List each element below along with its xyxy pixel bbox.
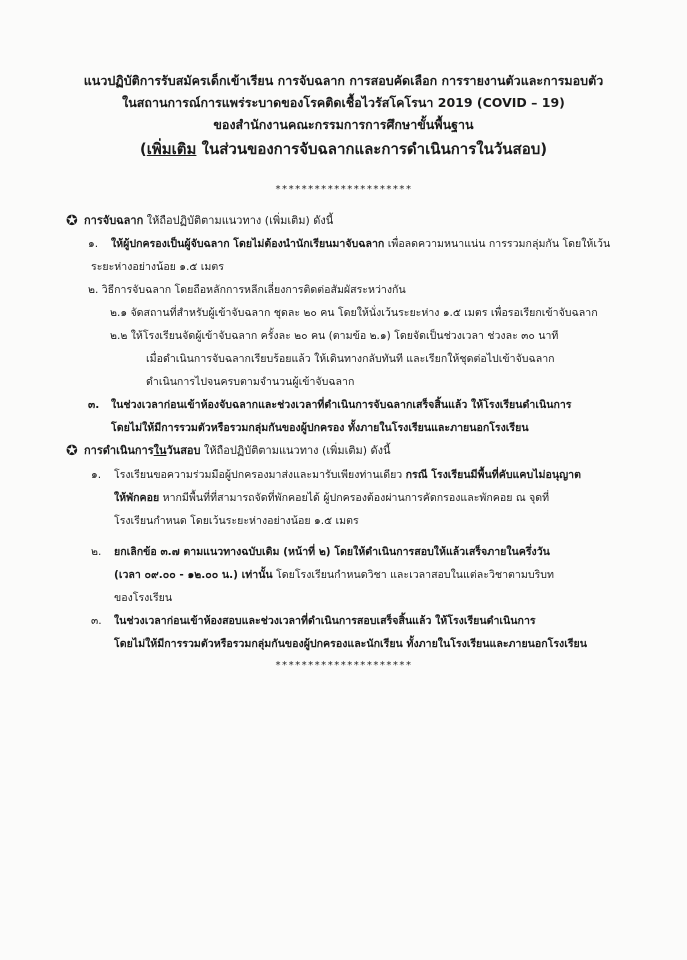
separator-bottom: ********************* [275,660,412,671]
exam-item-3-line-1: ในช่วงเวลาก่อนเข้าห้องสอบและช่วงเวลาที่ดำเนินการสอบเสร็จสิ้นแล้ว ให้โรงเรียนดำเนินการ [114,615,536,627]
exam-item-3-line-2: โดยไม่ให้มีการรวมตัวหรือรวมกลุ่มกันของผู้ปกครองและนักเรียน ทั้งภายในโรงเรียนและภายนอกโรงเรียน [114,638,587,650]
lottery-item-3-line-1: ในช่วงเวลาก่อนเข้าห้องจับฉลากและช่วงเวลาที่ดำเนินการจับฉลากเสร็จสิ้นแล้ว ให้โรงเรียนดำเนินการ [111,399,572,411]
section-exam-title-b: วันสอบ [166,444,201,457]
exam-item-2-line-2 [114,564,554,587]
exam-item-2-line-2-a: (เวลา ๐๙.๐๐ - ๑๒.๐๐ น.) เท่านั้น [114,569,273,581]
exam-item-1-number: ๑. [91,469,102,481]
exam-item-1-line-2-b: หากมีพื้นที่ที่สามารถจัดที่พักคอยได้ ผู้ปกครองต้องผ่านการคัดกรองและพักคอย ณ จุดที่ [159,492,550,504]
exam-item-1-line-3: โรงเรียนกำหนด โดยเว้นระยะห่างอย่างน้อย ๑.๕ เมตร [114,515,359,527]
section-exam-title-a: การดำเนินการ [84,444,154,457]
exam-item-2-line-1: ยกเลิกข้อ ๓.๗ ตามแนวทางฉบับเดิม (หน้าที่ ๒) โดยให้ดำเนินการสอบให้แล้วเสร็จภายในครึ่งวัน [114,546,550,558]
lottery-item-1-line-1 [111,233,610,256]
star-bullet-icon: ✪ [66,213,78,229]
section-lottery-heading [66,210,333,232]
document-header [0,70,687,162]
lottery-item-1-number: ๑. [88,238,99,250]
header-line-4-rest: ในส่วนของการจับฉลากและการดำเนินการในวันสอบ) [196,140,548,158]
star-bullet-icon: ✪ [66,443,78,459]
header-added-word: เพิ่มเติม [146,140,197,158]
exam-item-3-number: ๓. [91,615,102,627]
separator-top: ********************* [275,184,412,195]
lottery-subitem-2-2-line-1: ๒.๒ ให้โรงเรียนจัดผู้เข้าจับฉลาก ครั้งละ ๒๐ คน (ตามข้อ ๒.๑) โดยจัดเป็นช่วงเวลา ช่วงละ ๓๐ นาที [110,330,559,342]
exam-item-2-line-2-b: โดยโรงเรียนกำหนดวิชา และเวลาสอบในแต่ละวิชาตามบริบท [272,569,554,581]
exam-item-1-line-1-a: โรงเรียนขอความร่วมมือผู้ปกครองมาส่งและมารับเพียงท่านเดียว [114,469,406,481]
lottery-subitem-2-2-line-3: ดำเนินการไปจนครบตามจำนวนผู้เข้าจับฉลาก [146,376,355,388]
exam-item-1-line-1 [114,464,581,487]
lottery-item-3-number: ๓. [88,399,100,411]
lottery-item-1-line-2: ระยะห่างอย่างน้อย ๑.๕ เมตร [91,261,224,273]
exam-item-2-line-3: ของโรงเรียน [114,592,173,604]
section-lottery-title: การจับฉลาก [84,214,144,227]
exam-item-1-line-1-b: กรณี โรงเรียนมีพื้นที่คับแคบไม่อนุญาต [405,469,581,481]
lottery-subitem-2-2-line-2: เมื่อดำเนินการจับฉลากเรียบร้อยแล้ว ให้เดินทางกลับทันที และเรียกให้ชุดต่อไปเข้าจับฉลาก [146,353,555,365]
lottery-item-2: ๒. วิธีการจับฉลาก โดยถือหลักการหลีกเลี่ยงการติดต่อสัมผัสระหว่างกัน [88,284,406,296]
exam-item-1-line-2 [114,487,549,510]
section-lottery-intro: ให้ถือปฏิบัติตามแนวทาง (เพิ่มเติม) ดังนี้ [143,214,334,227]
header-line-2: ในสถานการณ์การแพร่ระบาดของโรคติดเชื้อไวรัสโคโรนา 2019 (COVID – 19) [122,95,565,110]
header-line-4 [0,136,687,162]
lottery-item-1-rest: เพื่อลดความหนาแน่น การรวมกลุ่มกัน โดยให้เว้น [384,238,611,250]
header-line-1: แนวปฏิบัติการรับสมัครเด็กเข้าเรียน การจับฉลาก การสอบคัดเลือก การรายงานตัวและการมอบตัว [83,73,604,88]
exam-item-1-line-2-a: ให้พักคอย [114,492,160,504]
section-exam-intro: ให้ถือปฏิบัติตามแนวทาง (เพิ่มเติม) ดังนี้ [200,444,391,457]
header-line-3: ของสำนักงานคณะกรรมการการศึกษาขั้นพื้นฐาน [213,117,474,132]
exam-item-2-number-visible: ๒. [91,546,102,558]
lottery-item-3-line-2: โดยไม่ให้มีการรวมตัวหรือรวมกลุ่มกันของผู้ปกครอง ทั้งภายในโรงเรียนและภายนอกโรงเรียน [111,422,529,434]
section-exam-day-heading [66,440,391,462]
section-exam-title-underlined: ใน [153,444,167,457]
header-paren: ( [139,140,147,158]
lottery-subitem-2-1: ๒.๑ จัดสถานที่สำหรับผู้เข้าจับฉลาก ชุดละ ๒๐ คน โดยให้นั่งเว้นระยะห่าง ๑.๕ เมตร เพื่อรอเรียกเข้าจับฉลาก [110,307,598,319]
lottery-item-1-bold: ให้ผู้ปกครองเป็นผู้จับฉลาก โดยไม่ต้องนำนักเรียนมาจับฉลาก [111,238,385,250]
